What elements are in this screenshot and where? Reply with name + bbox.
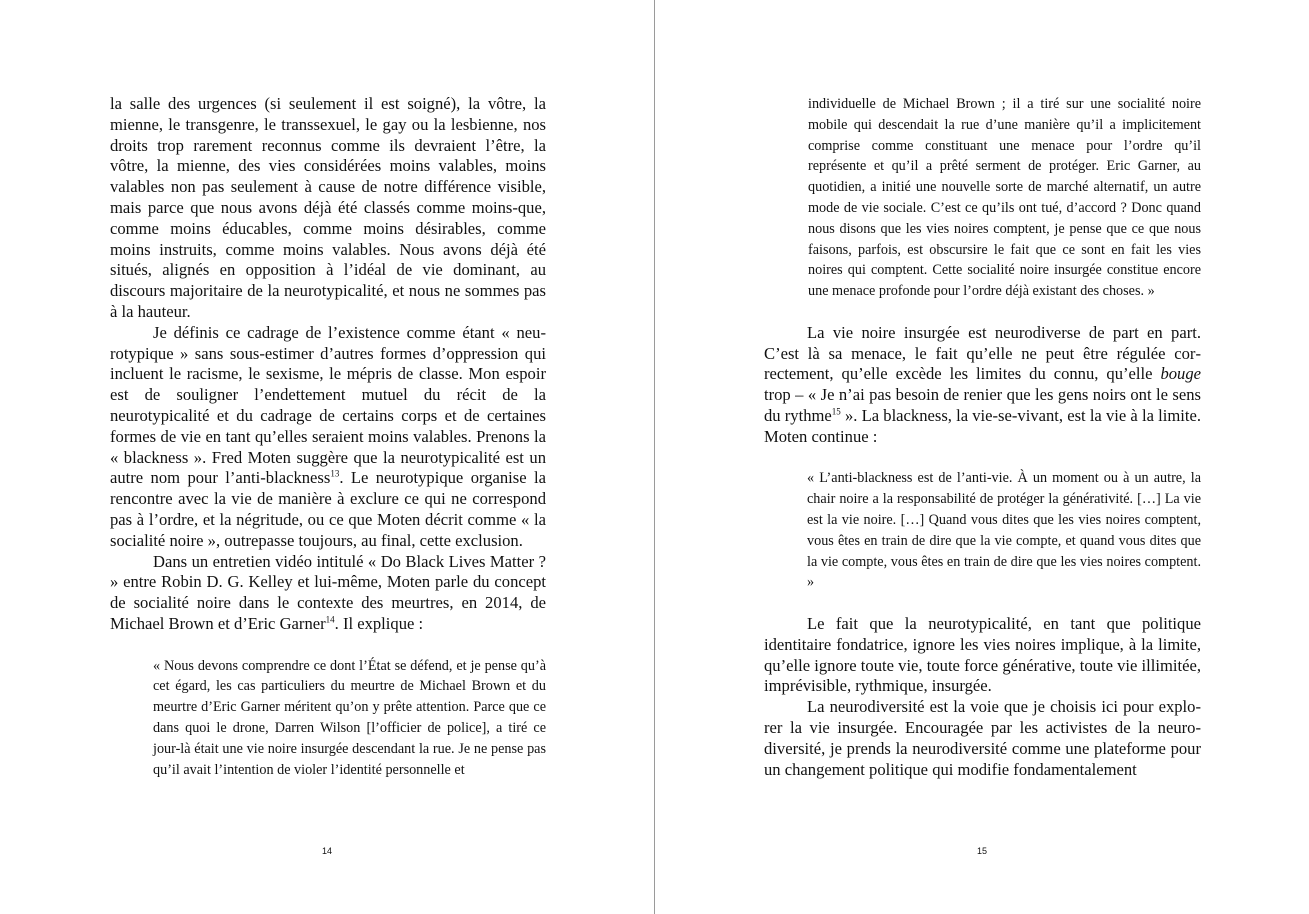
block-quote: « Nous devons comprendre ce dont l’État se défend, et je pense qu’à cet égard, les cas particuliers du meurtre de Michael Brown et du meurtre d’Eric Garner méritent qu’on y prête attention. Parce que ce dans quoi le drone, Darren Wilson [l’officier de police], a tiré ce jour-là était une vie noire insurgée descendant la rue. Je ne pense pas qu’il avait l’intention de violer l’identité personnelle et [153,657,546,778]
paragraph [110,323,546,552]
paragraph: La neurodiversité est la voie que je choisis ici pour explorer la vie insurgée. Encouragée par les activistes de la neurodiversité, je prends la neurodiversité comme une plateforme pour un changement politique qui modifie fondamentalement [764,697,1201,779]
text-run: Dans un entretien vidéo intitulé « Do Black Lives Matter ? » entre Robin D. G. Kelley et lui-même, Moten parle du concept de socialité noire dans le contexte des meurtres, en 2014, de Michael Brown et d’Eric Garner [110,551,546,633]
page-number: 14 [322,846,333,856]
paragraph: la salle des urgences (si seulement il est soigné), la vôtre, la mienne, le transgenre, le transsexuel, le gay ou la lesbienne, nos droits trop rarement reconnus comme ils devraient l’être, la vôtre, la mienne, des vies considérées moins valables, moins valables non pas seulement à cause de notre différence visible, mais parce que nous avons déjà été classés comme moins-que, comme moins éducables, comme moins désirables, comme moins instruits, comme moins valables. Nous avons déjà été situés, alignés en opposition à l’idéal de vie dominant, au discours majoritaire de la neurotypicalité, et nous ne sommes pas à la hauteur. [110,94,546,321]
text-run: trop – « Je n’ai pas besoin de renier que les gens noirs ont le sens du rythme [764,385,1201,425]
footnote-ref: 15 [831,406,841,417]
text-run: . Le neurotypique organise la rencontre avec la vie de manière à exclure ce qui ne correspond pas à l’ordre, et la négritude, ou ce que Moten décrit comme « la socialité noire », outrepasse toujours, au final, cette exclusion. [110,468,546,550]
footnote-ref: 14 [325,614,335,625]
page-number: 15 [977,846,988,856]
text-run: . Il explique : [334,613,424,633]
block-quote-continued: individuelle de Michael Brown ; il a tiré sur une socialité noire mobile qui descendait la rue d’une manière qu’il a implicitement comprise comme constituant une menace pour l’ordre qu’il représente et qu’il a prêté serment de protéger. Eric Garner, au quotidien, a initié une nouvelle sorte de marché alternatif, un autre mode de vie sociale. C’est ce qu’ils ont tué, d’accord ? Donc quand nous disons que les vies noires comptent, je pense que ce que nous faisons, parfois, est obscursire le fait que ce sont en fait les vies noires qui comptent. Cette socialité noire insurgée constitue encore une menace profonde pour l’ordre déjà existant des choses. » [808,96,1201,300]
footnote-ref: 13 [330,468,340,479]
emphasis: bouge [1160,364,1201,384]
block-quote: « L’anti-blackness est de l’anti-vie. À un moment ou à un autre, la chair noire a la responsabilité de protéger la générativité. […] La vie est la vie noire. […] Quand vous dites que les vies noires comptent, vous êtes en train de dire que la vie compte, et quand vous dites que la vie compte, vous êtes en train de dire que les vies noires comptent. » [807,470,1201,591]
left-page [0,0,654,914]
paragraph: Le fait que la neurotypicalité, en tant que politique identitaire fondatrice, ignore les vies noires implique, à la limite, qu’elle ignore toute vie, toute force générative, toute vie illimitée, imprévisible, rythmique, insurgée. [764,613,1201,696]
text-run: Je définis ce cadrage de l’existence comme étant « neurotypique » sans sous-estimer d’autres formes d’oppression qui incluent le racisme, le sexisme, le mépris de classe. Mon espoir est de souligner l’endettement mutuel du récit de la neurotypicalité et du cadrage de certains corps et de certaines formes de vie en tant qu’elles seraient moins valables. Prenons la « blackness ». Fred Moten suggère que la neurotypicalité est un autre nom pour l’anti-blackness [110,322,546,488]
text-run: ». La blackness, la vie-se-vivant, est la vie à la limite. Moten continue : [764,405,1201,446]
paragraph [110,552,546,635]
text-run: La vie noire insurgée est neurodiverse de part en part. C’est là sa menace, le fait qu’elle ne peut être régulée correctement, qu’elle excède les limites du connu, qu’elle [764,322,1201,384]
left-text-block [110,94,546,780]
right-text-block [764,94,1201,780]
right-page [655,0,1309,914]
paragraph [764,323,1201,448]
